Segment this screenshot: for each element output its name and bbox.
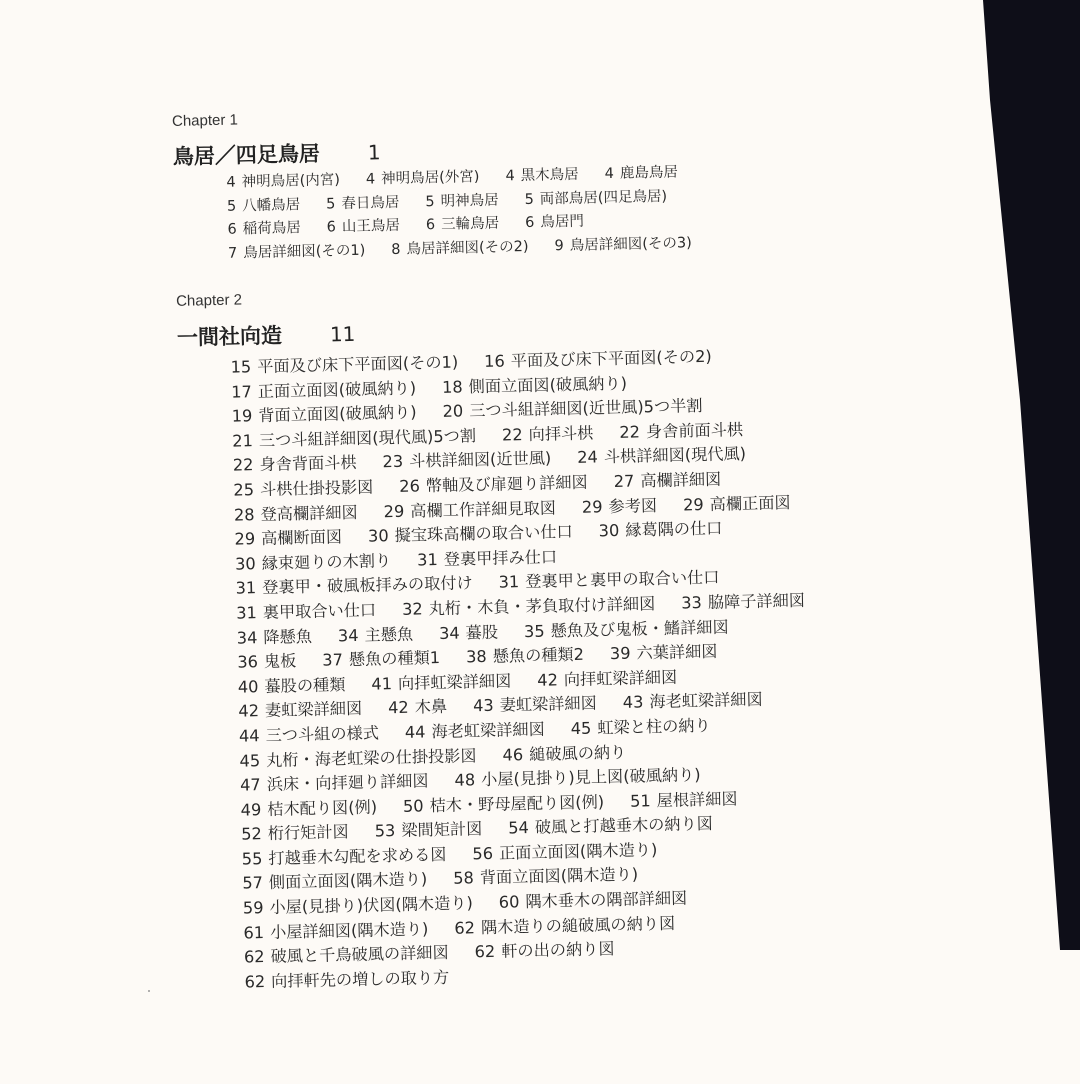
toc-entry-title: 高欄工作詳細見取図 [410, 497, 557, 521]
chapter-2-title-text: 一間社向造 [176, 323, 283, 350]
toc-entry-title: 八幡鳥居 [242, 196, 301, 214]
toc-entry [234, 500, 358, 527]
toc-entry [473, 692, 597, 719]
toc-entry-title: 鹿島鳥居 [619, 164, 679, 182]
toc-entry-page: 60 [498, 892, 520, 912]
toc-entry-title: 縋破風の納り [528, 742, 627, 764]
toc-entry-title: 縁束廻りの木割り [261, 550, 392, 573]
toc-entry-page: 34 [337, 625, 359, 645]
chapter-1-page: 1 [367, 140, 381, 165]
toc-entry-title: 妻虹梁詳細図 [264, 699, 363, 721]
chapter-2-label: Chapter 2 [175, 291, 243, 310]
toc-entry-page: 4 [226, 174, 236, 191]
toc-entry-page: 50 [402, 796, 424, 816]
toc-entry-title: 懸魚の種類2 [492, 644, 585, 666]
toc-entry-page: 31 [416, 549, 438, 570]
toc-entry-title: 虹梁と柱の納り [597, 715, 711, 738]
toc-entry-title: 丸桁・海老虹梁の仕掛投影図 [265, 745, 477, 770]
toc-entry-title: 蟇股 [465, 622, 499, 642]
toc-entry-title: 側面立面図(破風納り) [468, 373, 628, 396]
toc-entry-title: 隅木造りの縋破風の納り図 [480, 913, 676, 937]
toc-entry-page: 45 [239, 750, 261, 771]
toc-entry [326, 215, 400, 240]
toc-entry-title: 三つ斗組詳細図(近世風)5つ半割 [469, 396, 703, 421]
toc-entry-page: 35 [523, 621, 545, 641]
toc-entry-title: 山王鳥居 [341, 217, 401, 236]
toc-entry-page: 22 [619, 422, 641, 442]
toc-entry-title: 神明鳥居(外宮) [381, 168, 480, 188]
toc-entry [454, 911, 675, 941]
toc-entry-page: 27 [613, 471, 635, 491]
toc-entry-title: 懸魚及び鬼板・鰭詳細図 [550, 616, 729, 641]
toc-entry-title: 屋根詳細図 [656, 788, 738, 810]
toc-entry-page: 43 [622, 692, 644, 713]
toc-entry-title: 打越垂木勾配を求める図 [268, 844, 447, 868]
toc-entry-page: 31 [235, 603, 258, 623]
toc-entry-page: 62 [244, 971, 266, 992]
toc-entry-page: 32 [401, 599, 423, 619]
toc-entry-title: 海老虹梁詳細図 [431, 719, 545, 742]
toc-entry-title: 鳥居詳細図(その3) [569, 234, 692, 254]
toc-entry-page: 8 [391, 241, 401, 258]
toc-entry-title: 主懸魚 [364, 624, 414, 645]
toc-entry-page: 57 [242, 873, 264, 894]
toc-entry [391, 235, 529, 262]
toc-entry [604, 161, 678, 186]
toc-entry-page: 28 [233, 504, 255, 525]
toc-entry-title: 破風と千鳥破風の詳細図 [270, 943, 449, 967]
toc-entry-page: 20 [442, 401, 464, 422]
toc-entry-title: 平面及び床下平面図(その1) [257, 352, 459, 377]
toc-entry-page: 29 [682, 494, 704, 515]
toc-entry-page: 52 [241, 824, 263, 844]
toc-entry-title: 背面立面図(隅木造り) [479, 865, 639, 888]
chapter-2-entries [230, 342, 839, 995]
toc-entry [371, 669, 511, 697]
toc-entry-title: 桔木・野母屋配り図(例) [429, 792, 605, 815]
chapter-2-page: 11 [329, 321, 356, 347]
toc-entry-page: 29 [581, 496, 603, 517]
toc-entry-title: 三つ斗組詳細図(現代風)5つ割 [258, 425, 477, 450]
toc-entry-page: 40 [237, 676, 259, 697]
toc-entry [439, 620, 499, 646]
toc-entry-page: 61 [243, 922, 265, 943]
toc-entry-title: 参考図 [608, 495, 658, 516]
toc-entry-page: 55 [241, 848, 263, 869]
toc-entry-title: 黒木鳥居 [520, 166, 579, 185]
toc-entry [598, 517, 722, 544]
toc-entry-title: 斗栱仕掛投影図 [259, 477, 374, 500]
toc-entry-page: 9 [554, 237, 564, 254]
toc-entry-page: 43 [472, 696, 494, 716]
toc-entry-page: 23 [382, 452, 404, 472]
toc-entry-page: 30 [234, 553, 256, 574]
toc-entry-title: 向拝斗栱 [528, 423, 594, 444]
toc-entry-title: 鬼板 [263, 651, 297, 672]
toc-entry [502, 740, 626, 767]
toc-entry [630, 787, 738, 814]
chapter-1-title-text: 鳥居／四足鳥居 [172, 141, 321, 169]
toc-entry-title: 向拝虹梁詳細図 [563, 667, 678, 689]
toc-entry-title: 平面及び床下平面図(その2) [510, 346, 712, 371]
toc-entry [417, 545, 557, 573]
chapter-1-entries [226, 161, 718, 266]
toc-entry-page: 5 [325, 195, 336, 212]
toc-entry-title: 鳥居門 [540, 213, 585, 231]
toc-entry-page: 29 [383, 501, 405, 521]
toc-entry-title: 背面立面図(破風納り) [258, 402, 417, 426]
toc-entry-title: 明神鳥居 [440, 192, 499, 210]
toc-entry [474, 937, 614, 965]
toc-entry-title: 高欄詳細図 [640, 469, 722, 491]
toc-entry [322, 646, 440, 673]
toc-entry [425, 189, 499, 214]
toc-entry-page: 46 [502, 744, 524, 765]
toc-entry-title: 妻虹梁詳細図 [499, 693, 598, 715]
toc-entry [623, 688, 763, 716]
toc-entry [233, 475, 373, 503]
toc-entry [237, 649, 297, 675]
toc-entry [234, 525, 342, 552]
toc-entry [374, 817, 482, 844]
toc-entry-title: 神明鳥居(内宮) [241, 172, 341, 191]
toc-entry [226, 169, 340, 195]
toc-entry-title: 身舎背面斗栱 [259, 453, 357, 475]
toc-entry-page: 22 [501, 424, 523, 445]
toc-entry-page: 30 [367, 526, 389, 546]
toc-entry-title: 高欄正面図 [709, 492, 791, 514]
toc-entry-page: 45 [570, 718, 592, 738]
toc-entry [619, 418, 743, 445]
toc-entry [405, 718, 545, 746]
toc-entry-title: 両部鳥居(四足鳥居) [539, 188, 668, 208]
toc-entry [505, 164, 579, 189]
toc-entry [502, 421, 594, 448]
toc-entry-title: 登裏甲と裏甲の取合い仕口 [525, 567, 720, 592]
toc-entry-page: 34 [236, 627, 258, 648]
toc-entry-title: 桔木配り図(例) [267, 797, 378, 819]
toc-entry-title: 側面立面図(隅木造り) [268, 869, 428, 893]
toc-entry-title: 六葉詳細図 [636, 641, 718, 663]
toc-entry-title: 破風と打越垂木の納り図 [534, 814, 714, 838]
chapter-1-label: Chapter 1 [171, 111, 239, 130]
toc-entry-title: 斗栱詳細図(現代風) [603, 444, 747, 467]
toc-entry [484, 345, 712, 375]
toc-entry-page: 24 [577, 447, 599, 468]
toc-entry-page: 15 [230, 357, 252, 377]
toc-entry-page: 18 [441, 377, 463, 397]
toc-entry [681, 589, 805, 616]
toc-entry-title: 斗栱詳細図(近世風) [408, 448, 552, 472]
toc-entry-page: 47 [239, 775, 261, 795]
toc-entry-page: 17 [230, 381, 253, 402]
toc-entry-page: 16 [483, 351, 505, 371]
toc-entry-page: 62 [243, 947, 265, 967]
chapter-1-title [172, 136, 380, 171]
toc-entry [610, 640, 718, 667]
toc-entry-page: 53 [374, 821, 396, 841]
toc-entry-title: 梁間矩計図 [401, 819, 483, 841]
toc-entry-title: 身舎前面斗栱 [645, 419, 744, 442]
toc-entry-page: 5 [425, 193, 435, 210]
toc-entry-title: 木鼻 [414, 697, 448, 717]
toc-entry [388, 695, 448, 721]
toc-entry-page: 22 [232, 455, 254, 476]
toc-entry-page: 41 [371, 673, 393, 694]
toc-entry [239, 721, 379, 749]
toc-entry [238, 697, 362, 724]
toc-entry [244, 966, 449, 995]
toc-entry-page: 31 [235, 578, 257, 598]
toc-entry-page: 62 [454, 917, 476, 938]
toc-entry [228, 239, 366, 266]
toc-entry-page: 19 [231, 406, 253, 426]
toc-entry [236, 598, 376, 626]
toc-entry [570, 714, 710, 742]
toc-entry-page: 6 [326, 219, 337, 236]
toc-entry-title: 正面立面図(隅木造り) [498, 840, 658, 863]
toc-entry-title: 海老虹梁詳細図 [649, 690, 763, 712]
toc-entry-title: 小屋詳細図(隅木造り) [269, 919, 429, 942]
toc-entry-page: 58 [453, 868, 475, 889]
toc-entry-title: 向拝軒先の増しの取り方 [270, 967, 450, 991]
toc-entry-page: 62 [474, 942, 496, 962]
toc-entry [426, 213, 500, 238]
toc-entry-title: 浜床・向拝廻り詳細図 [266, 771, 429, 795]
toc-entry-page: 34 [438, 623, 460, 643]
toc-entry-page: 4 [505, 168, 515, 185]
toc-entry-page: 6 [227, 221, 237, 238]
toc-entry [366, 166, 480, 192]
toc-entry [613, 468, 721, 495]
toc-entry-page: 42 [238, 701, 260, 721]
toc-entry-page: 36 [237, 652, 259, 672]
toc-entry [241, 820, 349, 847]
toc-entry-page: 37 [322, 650, 344, 670]
toc-entry [466, 643, 584, 670]
toc-entry-title: 桁行矩計図 [267, 822, 349, 844]
toc-entry [238, 673, 346, 700]
toc-entry-title: 擬宝珠高欄の取合い仕口 [394, 522, 573, 546]
toc-entry-page: 44 [404, 722, 426, 742]
toc-entry-page: 49 [240, 799, 262, 820]
toc-entry-page: 6 [524, 214, 535, 231]
toc-entry-title: 春日鳥居 [341, 194, 400, 212]
toc-entry-title: 登高欄詳細図 [260, 502, 358, 524]
toc-entry [227, 194, 301, 219]
paper-speck [148, 990, 150, 992]
toc-entry [582, 494, 658, 520]
toc-entry-page: 48 [454, 770, 476, 790]
toc-entry-page: 38 [465, 647, 487, 667]
toc-entry-title: 縁葛隅の仕口 [625, 518, 723, 540]
toc-entry-title: 鳥居詳細図(その1) [243, 242, 366, 261]
toc-entry-page: 39 [609, 643, 631, 664]
toc-entry [233, 451, 357, 478]
toc-entry-title: 丸桁・木負・茅負取付け詳細図 [428, 594, 656, 619]
toc-entry-page: 29 [234, 529, 256, 549]
toc-entry-title: 正面立面図(破風納り) [257, 378, 417, 401]
toc-entry-page: 42 [537, 670, 559, 690]
toc-entry [237, 624, 313, 650]
toc-entry-title: 隅木垂木の隅部詳細図 [525, 888, 688, 912]
toc-entry [537, 665, 677, 693]
toc-entry-title: 裏甲取合い仕口 [262, 600, 377, 622]
toc-entry [683, 491, 791, 518]
toc-entry-title: 稲荷鳥居 [242, 220, 301, 238]
toc-entry-page: 26 [399, 476, 421, 496]
toc-entry [525, 211, 584, 236]
toc-entry-page: 5 [524, 191, 535, 208]
toc-entry [235, 549, 392, 577]
toc-entry-page: 4 [604, 165, 615, 183]
toc-entry [524, 185, 667, 212]
toc-entry-page: 33 [681, 592, 703, 613]
toc-entry [338, 622, 414, 648]
toc-entry-title: 鳥居詳細図(その2) [406, 238, 529, 258]
toc-entry-title: 小屋(見掛り)見上図(破風納り) [480, 765, 701, 790]
toc-entry [326, 191, 400, 216]
toc-entry-title: 高欄断面図 [260, 527, 343, 549]
toc-entry [227, 217, 301, 242]
toc-entry-title: 懸魚の種類1 [348, 648, 441, 670]
toc-entry-title: 登裏甲拝み仕口 [443, 547, 558, 569]
toc-entry-title: 脇障子詳細図 [707, 590, 806, 612]
toc-entry-title: 蟇股の種類 [264, 674, 346, 696]
toc-entry-page: 51 [629, 790, 651, 811]
toc-entry-page: 7 [227, 245, 238, 262]
toc-entry-title: 登裏甲・破風板拝みの取付け [262, 573, 473, 598]
toc-entry-title: 小屋(見掛り)伏図(隅木造り) [269, 893, 473, 918]
toc-entry-title: 向拝虹梁詳細図 [397, 671, 512, 693]
toc-entry-page: 54 [508, 818, 530, 838]
toc-entry [240, 795, 377, 823]
toc-entry-page: 42 [387, 698, 409, 718]
chapter-2-title [177, 318, 356, 352]
toc-entry [554, 232, 692, 259]
toc-entry-page: 4 [365, 171, 376, 188]
toc-entry-page: 44 [238, 726, 260, 746]
toc-entry-page: 30 [598, 521, 620, 541]
toc-entry-title: 三輪鳥居 [440, 215, 500, 233]
toc-entry-page: 31 [498, 572, 520, 593]
toc-entry-title: 幣軸及び扉廻り詳細図 [425, 472, 588, 496]
toc-entry [399, 471, 588, 500]
toc-entry-title: 三つ斗組の様式 [265, 723, 380, 745]
toc-entry-page: 59 [242, 898, 264, 918]
toc-entry-page: 21 [232, 430, 254, 451]
toc-entry-page: 56 [472, 843, 494, 864]
toc-entry-page: 25 [233, 480, 255, 500]
toc-entry-page: 6 [425, 217, 436, 234]
toc-entry-page: 5 [226, 198, 237, 215]
toc-entry-title: 降懸魚 [263, 626, 313, 647]
toc-entry-title: 軒の出の納り図 [501, 939, 615, 961]
